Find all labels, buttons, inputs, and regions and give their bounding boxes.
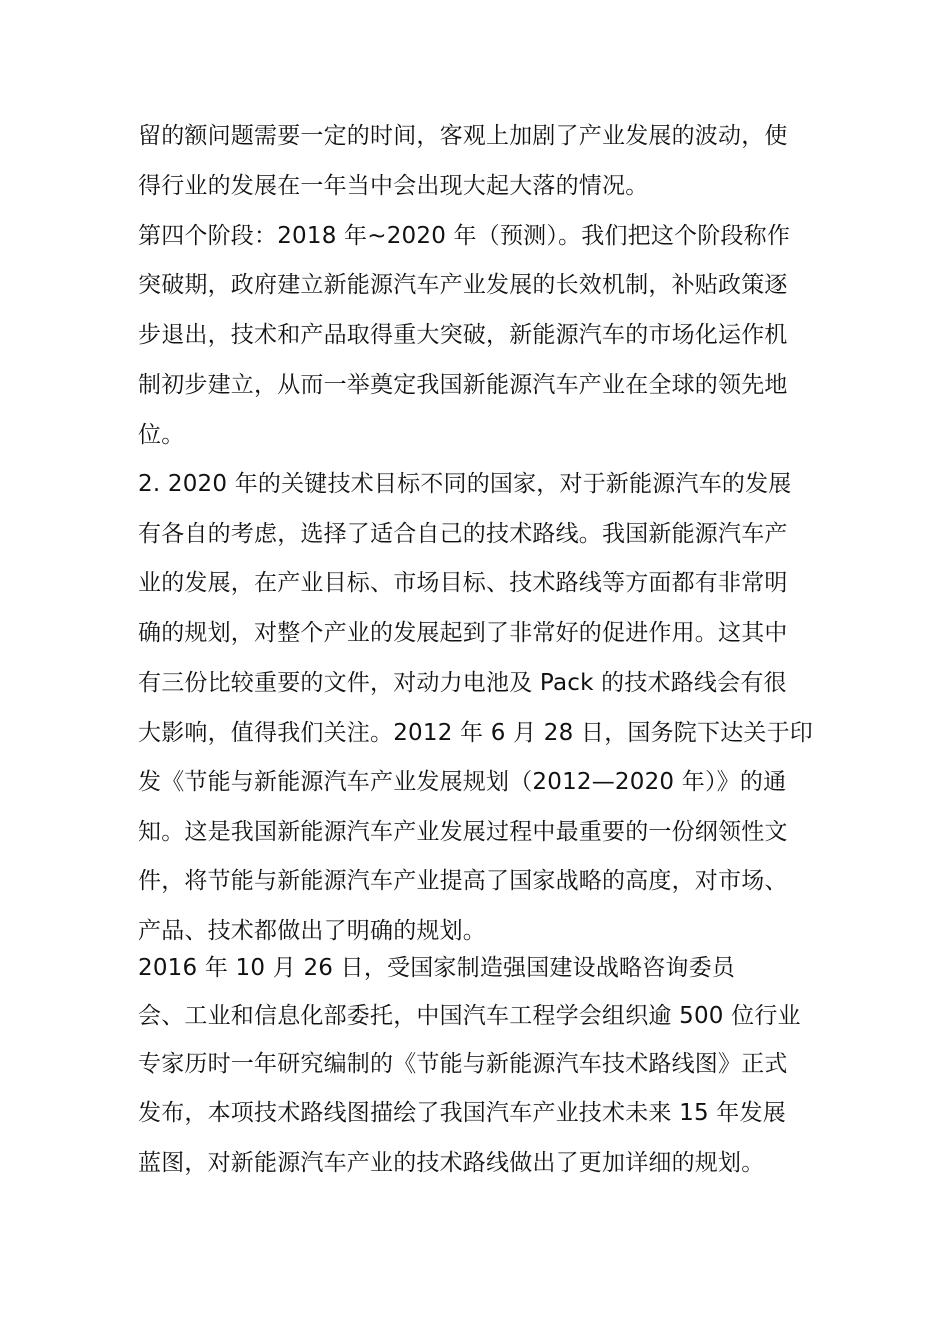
text-line: 2. 2020 年的关键技术目标不同的国家，对于新能源汽车的发展 — [138, 471, 792, 497]
text-line: 产品、技术都做出了明确的规划。 — [138, 918, 486, 944]
text-line: 有各自的考虑，选择了适合自己的技术路线。我国新能源汽车产 — [138, 521, 788, 547]
text-line: 件，将节能与新能源汽车产业提高了国家战略的高度，对市场、 — [138, 868, 788, 894]
text-line: 专家历时一年研究编制的《节能与新能源汽车技术路线图》正式 — [138, 1051, 788, 1077]
text-line: 蓝图，对新能源汽车产业的技术路线做出了更加详细的规划。 — [138, 1150, 765, 1176]
text-line: 发《节能与新能源汽车产业发展规划（2012—2020 年）》的通 — [138, 769, 787, 795]
text-line: 位。 — [138, 422, 185, 448]
text-line: 第四个阶段：2018 年~2020 年（预测）。我们把这个阶段称作 — [138, 223, 791, 249]
text-line: 制初步建立，从而一举奠定我国新能源汽车产业在全球的领先地 — [138, 372, 788, 398]
text-line: 得行业的发展在一年当中会出现大起大落的情况。 — [138, 173, 649, 199]
text-line: 2016 年 10 月 26 日，受国家制造强国建设战略咨询委员 — [138, 955, 736, 981]
text-line: 确的规划，对整个产业的发展起到了非常好的促进作用。这其中 — [138, 620, 788, 646]
text-line: 步退出，技术和产品取得重大突破，新能源汽车的市场化运作机 — [138, 322, 788, 348]
text-line: 留的额问题需要一定的时间，客观上加剧了产业发展的波动，使 — [138, 123, 788, 149]
text-line: 大影响，值得我们关注。2012 年 6 月 28 日，国务院下达关于印 — [138, 720, 813, 746]
text-line: 业的发展，在产业目标、市场目标、技术路线等方面都有非常明 — [138, 570, 788, 596]
text-line: 会、工业和信息化部委托，中国汽车工程学会组织逾 500 位行业 — [138, 1003, 801, 1029]
text-line: 发布，本项技术路线图描绘了我国汽车产业技术未来 15 年发展 — [138, 1100, 786, 1126]
text-line: 有三份比较重要的文件，对动力电池及 Pack 的技术路线会有很 — [138, 670, 787, 696]
text-line: 突破期，政府建立新能源汽车产业发展的长效机制，补贴政策逐 — [138, 272, 788, 298]
text-line: 知。这是我国新能源汽车产业发展过程中最重要的一份纲领性文 — [138, 819, 788, 845]
